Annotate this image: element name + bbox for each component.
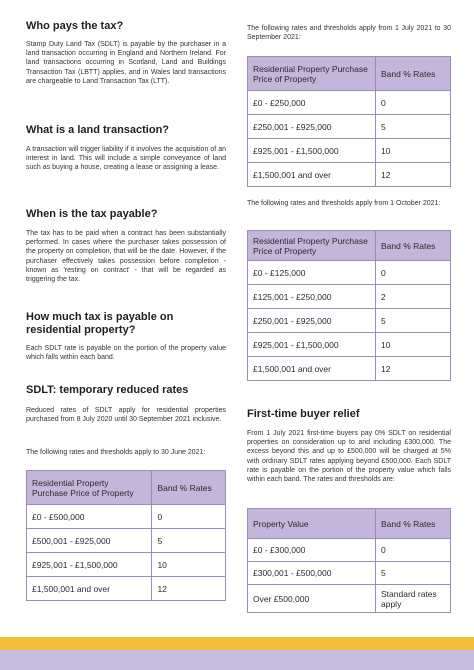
rate-cell: 0 bbox=[376, 91, 451, 115]
rate-cell: 0 bbox=[376, 261, 451, 285]
table-row bbox=[27, 553, 226, 577]
footer-yellow-stripe bbox=[0, 637, 474, 650]
table-row bbox=[248, 261, 451, 285]
table-row bbox=[248, 139, 451, 163]
price-band-cell: £500,001 - £925,000 bbox=[27, 529, 152, 553]
table-row bbox=[248, 115, 451, 139]
heading-first-time-buyer: First-time buyer relief bbox=[247, 408, 360, 420]
caption-october-table: The following rates and thresholds apply from 1 October 2021: bbox=[247, 200, 441, 207]
para-who-pays: Stamp Duty Land Tax (SDLT) is payable by the purchaser in a land transaction occurring in England and Northern Ireland. For land transactions occurring in Scotland, Land and Buildings Transaction Tax (LBTT) applies, and in Wales land transactions are chargeable to Land Transaction Tax (LTT). bbox=[26, 41, 226, 85]
rate-cell: 5 bbox=[152, 529, 226, 553]
heading-when-payable: When is the tax payable? bbox=[26, 208, 158, 220]
header-cell-value: Property Value bbox=[248, 509, 376, 539]
table-row bbox=[248, 562, 451, 585]
rate-cell: 5 bbox=[376, 562, 451, 585]
table-row bbox=[248, 309, 451, 333]
rate-cell: 10 bbox=[376, 139, 451, 163]
caption-july-table: The following rates and thresholds apply from 1 July 2021 to 30 September 2021: bbox=[247, 25, 451, 41]
rate-cell: 0 bbox=[376, 539, 451, 562]
rate-cell: 5 bbox=[376, 115, 451, 139]
header-cell-price: Residential Property Purchase Price of Property bbox=[27, 471, 152, 505]
para-land-transaction: A transaction will trigger liability if it involves the acquisition of an interest in land. This will include a simple conveyance of land such as buying a house, creating a lease or assigning a lease. bbox=[26, 146, 226, 172]
table-row bbox=[248, 585, 451, 613]
rate-cell: Standard rates apply bbox=[376, 585, 451, 613]
table-row bbox=[27, 505, 226, 529]
table-row bbox=[27, 577, 226, 601]
table-header-row bbox=[248, 509, 451, 539]
table-header-row bbox=[248, 57, 451, 91]
rates-table-june bbox=[26, 470, 226, 601]
header-cell-band: Band % Rates bbox=[152, 471, 226, 505]
price-band-cell: £1,500,001 and over bbox=[27, 577, 152, 601]
para-how-much: Each SDLT rate is payable on the portion of the property value which falls within each band. bbox=[26, 345, 226, 362]
table-header-row bbox=[27, 471, 226, 505]
rates-table-first-time-buyer bbox=[247, 508, 451, 613]
table-row bbox=[248, 163, 451, 187]
price-band-cell: £1,500,001 and over bbox=[248, 357, 376, 381]
rate-cell: 12 bbox=[376, 357, 451, 381]
price-band-cell: £925,001 - £1,500,000 bbox=[248, 333, 376, 357]
heading-who-pays: Who pays the tax? bbox=[26, 20, 124, 32]
price-band-cell: £0 - £500,000 bbox=[27, 505, 152, 529]
table-row bbox=[27, 529, 226, 553]
price-band-cell: £250,001 - £925,000 bbox=[248, 115, 376, 139]
rate-cell: 12 bbox=[376, 163, 451, 187]
price-band-cell: £125,001 - £250,000 bbox=[248, 285, 376, 309]
rates-table-july bbox=[247, 56, 451, 187]
table-header-row bbox=[248, 231, 451, 261]
para-first-time-buyer: From 1 July 2021 first-time buyers pay 0% SDLT on residential properties on consideration up to and including £300,000. The excess beyond this and up to £500,000 will be charged at 5% with ordinary SDLT rates applying beyond £500,000. Each SDLT rate is payable on the portion of the property value which falls within each band. The rates and thresholds are: bbox=[247, 430, 451, 484]
price-band-cell: £0 - £125,000 bbox=[248, 261, 376, 285]
price-band-cell: £1,500,001 and over bbox=[248, 163, 376, 187]
header-cell-band: Band % Rates bbox=[376, 231, 451, 261]
para-temporary-rates: Reduced rates of SDLT apply for residential properties purchased from 8 July 2020 until 30 September 2021 inclusive. bbox=[26, 407, 226, 424]
header-cell-band: Band % Rates bbox=[376, 509, 451, 539]
price-band-cell: £0 - £250,000 bbox=[248, 91, 376, 115]
price-band-cell: £250,001 - £925,000 bbox=[248, 309, 376, 333]
rate-cell: 12 bbox=[152, 577, 226, 601]
para-when-payable: The tax has to be paid when a contract has been substantially performed. In cases where the purchaser takes possession of the property on completion, that will be the date. However, if the purchaser effectively takes possession before completion - known as 'resting on contract' - that will be regarded as triggering the tax. bbox=[26, 230, 226, 284]
table-row bbox=[248, 333, 451, 357]
header-cell-band: Band % Rates bbox=[376, 57, 451, 91]
heading-how-much: How much tax is payable on residential property? bbox=[26, 311, 174, 336]
footer-lilac-band bbox=[0, 650, 474, 670]
rate-cell: 5 bbox=[376, 309, 451, 333]
price-band-cell: £925,001 - £1,500,000 bbox=[248, 139, 376, 163]
heading-land-transaction: What is a land transaction? bbox=[26, 124, 170, 136]
rate-cell: 2 bbox=[376, 285, 451, 309]
heading-temporary-rates: SDLT: temporary reduced rates bbox=[26, 384, 189, 396]
table-row bbox=[248, 539, 451, 562]
header-cell-price: Residential Property Purchase Price of Property bbox=[248, 231, 376, 261]
price-band-cell: £0 - £300,000 bbox=[248, 539, 376, 562]
rate-cell: 0 bbox=[152, 505, 226, 529]
rates-table-october bbox=[247, 230, 451, 381]
rate-cell: 10 bbox=[376, 333, 451, 357]
price-band-cell: Over £500,000 bbox=[248, 585, 376, 613]
table-row bbox=[248, 91, 451, 115]
caption-june-table: The following rates and thresholds apply to 30 June 2021: bbox=[26, 449, 206, 456]
table-row bbox=[248, 285, 451, 309]
rate-cell: 10 bbox=[152, 553, 226, 577]
table-row bbox=[248, 357, 451, 381]
price-band-cell: £925,001 - £1,500,000 bbox=[27, 553, 152, 577]
price-band-cell: £300,001 - £500,000 bbox=[248, 562, 376, 585]
header-cell-price: Residential Property Purchase Price of Property bbox=[248, 57, 376, 91]
